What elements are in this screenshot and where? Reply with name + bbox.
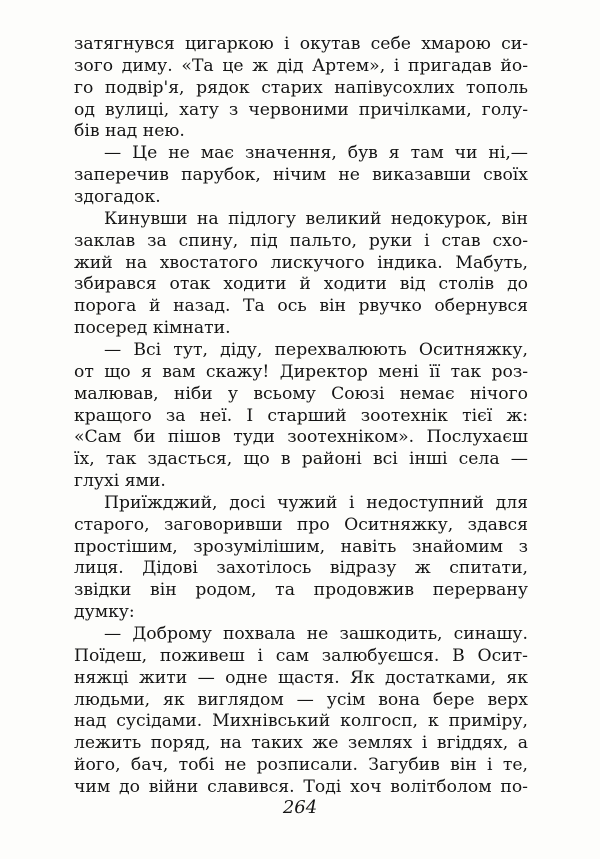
text-line: бів над нею. (74, 121, 185, 142)
text-line: от що я вам скажу! Директор мені її так роз- (74, 361, 528, 382)
text-line: Приїжджий, досі чужий і недоступний для (104, 492, 528, 513)
text-line: порога й назад. Та ось він рвучко обернувся (74, 296, 528, 317)
text-line: няжці жити — одне щастя. Як достатками, як (74, 667, 528, 688)
text-line: — Це не має значення, був я там чи ні,— (104, 143, 528, 164)
page-number: 264 (282, 797, 318, 818)
text-line: — Доброму похвала не зашкодить, синашу. (104, 624, 528, 644)
text-line: малював, ніби у всьому Союзі немає нічого (74, 383, 528, 404)
text-line: людьми, як виглядом — усім вона бере верх (74, 689, 528, 710)
text-line: простішим, зрозумілішим, навіть знайомим з (74, 536, 528, 557)
text-line: заперечив парубок, нічим не виказавши своїх (74, 165, 528, 186)
text-line: го подвір'я, рядок старих напівусохлих тополь (74, 77, 528, 98)
text-line: затягнувся цигаркою і окутав себе хмарою си- (74, 34, 528, 54)
text-line: посеред кімнати. (74, 318, 231, 339)
text-line: заклав за спину, під пальто, руки і став схо- (74, 230, 528, 251)
text-line: думку: (74, 602, 135, 623)
text-line: зого диму. «Та це ж дід Артем», і пригадав йо- (74, 55, 528, 76)
text-line: збирався отак ходити й ходити від столів до (74, 274, 528, 295)
text-line: старого, заговоривши про Оситняжку, здався (74, 514, 528, 535)
text-line: «Сам би пішов туди зоотехніком». Послухаєш (74, 427, 528, 448)
text-line: од вулиці, хату з червоними причілками, голу- (74, 99, 528, 120)
text-line: — Всі тут, діду, перехвалюють Оситняжку, (104, 339, 528, 360)
text-line: над сусідами. Михнівський колгосп, к приміру, (74, 711, 528, 732)
text-line: жий на хвостатого лискучого індика. Мабуть, (74, 252, 528, 273)
text-line: чим до війни славився. Тоді хоч волітболом по- (74, 776, 528, 797)
text-line: лежить поряд, на таких же землях і вгіддях, а (74, 733, 528, 754)
text-line: здогадок. (74, 187, 161, 207)
text-line: лиця. Дідові захотілось відразу ж спитати, (74, 558, 528, 579)
text-line: кращого за неї. І старший зоотехнік тієї ж: (74, 405, 528, 426)
text-line: його, бач, тобі не розписали. Загубив він і те, (74, 755, 528, 776)
text-line: їх, так здасться, що в районі всі інші села — (74, 449, 528, 470)
text-line: глухі ями. (74, 471, 166, 491)
text-line: Кинувши на підлогу великий недокурок, він (104, 208, 528, 229)
text-line: Поїдеш, поживеш і сам залюбуєшся. В Осит- (74, 645, 528, 666)
text-line: звідки він родом, та продовжив перервану (74, 580, 528, 601)
